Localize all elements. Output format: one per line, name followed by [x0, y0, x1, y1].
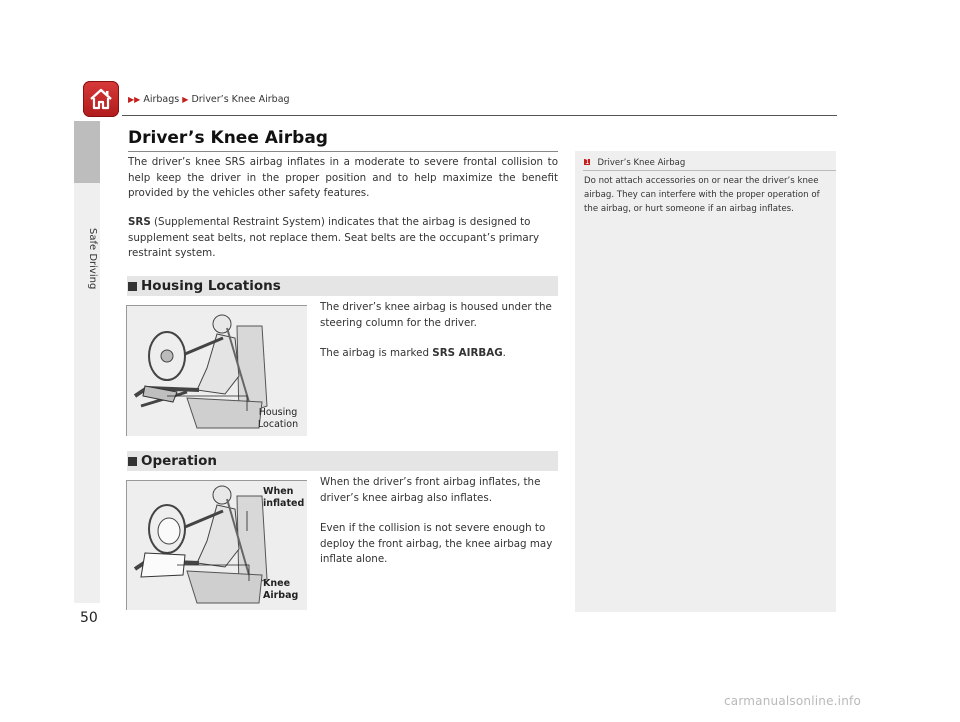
page-title: Driver’s Knee Airbag	[128, 128, 328, 148]
breadcrumb	[128, 94, 290, 105]
srs-paragraph	[128, 215, 558, 262]
watermark: carmanualsonline.info	[724, 694, 861, 708]
operation-text-2: Even if the collision is not severe enough to deploy the front airbag, the knee airbag may inflate alone.	[320, 522, 553, 565]
intro-paragraph: The driver’s knee SRS airbag inflates in a moderate to severe frontal collision to help keep the driver in the proper position and to help maximize the benefit provided by the vehicles other safety features.	[128, 156, 558, 199]
chapter-label: Safe Driving	[87, 228, 98, 290]
square-bullet-icon	[128, 457, 137, 466]
housing-text-2	[320, 346, 560, 362]
note-number: 1	[585, 158, 590, 166]
breadcrumb-arrow-icon: ▶	[182, 95, 189, 104]
housing-location-label: Housing Location	[257, 407, 299, 430]
housing-location-figure	[126, 305, 307, 436]
page-number: 50	[80, 610, 98, 626]
when-inflated-label: When inflated	[263, 486, 305, 509]
home-icon	[88, 86, 114, 112]
note-title	[584, 158, 685, 168]
chapter-tab-marker	[74, 121, 100, 183]
header-divider	[122, 115, 837, 116]
srs-term: SRS	[128, 216, 151, 228]
note-panel	[575, 151, 836, 612]
note-divider	[583, 170, 836, 171]
srs-description: (Supplemental Restraint System) indicates that the airbag is designed to supplement seat belts, not replace them. Seat belts are the occupant’s primary restraint system.	[128, 216, 540, 259]
home-button[interactable]	[83, 81, 119, 117]
operation-description	[320, 475, 560, 568]
housing-text-2-suffix: .	[502, 347, 506, 359]
breadcrumb-item-airbags[interactable]: Airbags	[143, 94, 180, 105]
housing-heading-text: Housing Locations	[141, 278, 281, 294]
housing-text-1: The driver’s knee airbag is housed under the steering column for the driver.	[320, 301, 552, 329]
breadcrumb-arrow-icon: ▶▶	[128, 95, 141, 104]
housing-description	[320, 300, 560, 362]
knee-airbag-label: Knee Airbag	[263, 578, 299, 601]
section-heading-housing	[127, 276, 558, 296]
note-title-text[interactable]: Driver’s Knee Airbag	[597, 158, 686, 168]
note-text: Do not attach accessories on or near the driver’s knee airbag. They can interfere with the proper operation of the airbag, or hurt someone if an airbag inflates.	[584, 176, 820, 214]
breadcrumb-item-current: Driver’s Knee Airbag	[191, 94, 290, 105]
section-heading-operation	[127, 451, 558, 471]
title-divider	[128, 151, 558, 152]
housing-text-2-prefix: The airbag is marked	[320, 347, 433, 359]
srs-airbag-mark: SRS AIRBAG	[432, 347, 503, 359]
operation-text-1: When the driver’s front airbag inflates, the driver’s knee airbag also inflates.	[320, 476, 541, 504]
operation-heading-text: Operation	[141, 453, 218, 469]
operation-figure	[126, 480, 307, 610]
square-bullet-icon	[128, 282, 137, 291]
